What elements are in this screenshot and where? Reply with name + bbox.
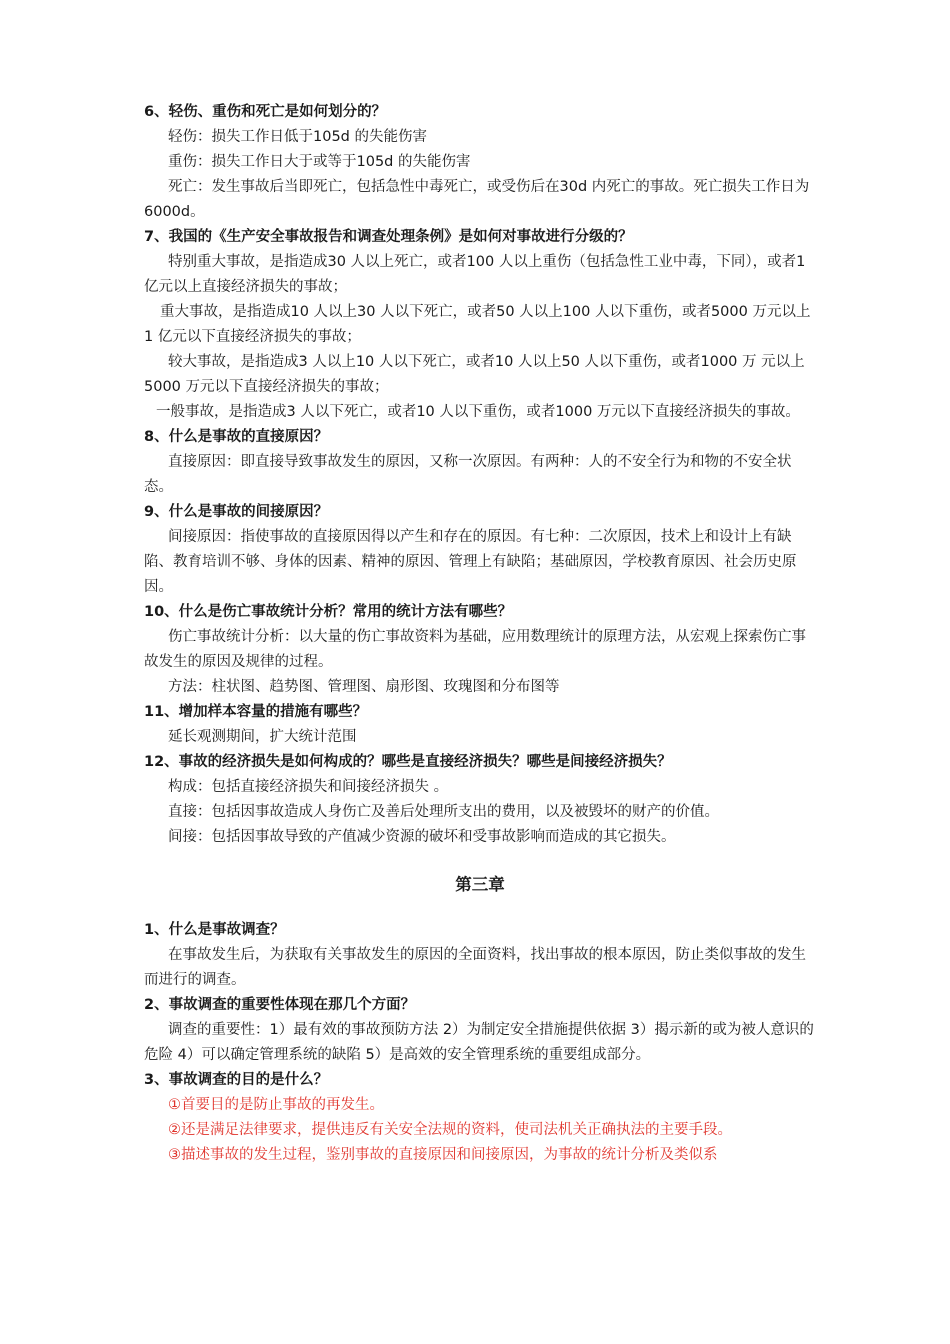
answer-6-serious-injury: 重伤：损失工作日大于或等于105d 的失能伤害 [168, 154, 471, 170]
answer-9: 间接原因：指使事故的直接原因得以产生和存在的原因。有七种：二次原因，技术上和设计上有缺陷、教育培训不够、身体的因素、精神的原因、管理上有缺陷；基础原因，学校教育原因、社会历史原因。 [144, 529, 797, 595]
question-7: 7、我国的《生产安全事故报告和调查处理条例》是如何对事故进行分级的？ [144, 229, 633, 245]
question-10: 10、什么是伤亡事故统计分析？常用的统计方法有哪些？ [144, 604, 513, 620]
question-9: 9、什么是事故的间接原因？ [144, 504, 329, 520]
chapter3-answer-2: 调查的重要性：1）最有效的事故预防方法 2）为制定安全措施提供依据 3）揭示新的或为被人意识的危险 4）可以确定管理系统的缺陷 5）是高效的安全管理系统的重要组成部分。 [144, 1022, 814, 1063]
answer-11: 延长观测期间，扩大统计范围 [168, 729, 357, 745]
question-8: 8、什么是事故的直接原因？ [144, 429, 329, 445]
answer-10-methods: 方法：柱状图、趋势图、管理图、扇形图、玫瑰图和分布图等 [168, 679, 560, 695]
answer-7-general: 一般事故，是指造成3 人以下死亡，或者10 人以下重伤，或者1000 万元以下直接经济损失的事故。 [156, 404, 800, 420]
chapter3-question-3: 3、事故调查的目的是什么？ [144, 1072, 329, 1088]
answer-7-especially-major: 特别重大事故，是指造成30 人以上死亡，或者100 人以上重伤（包括急性工业中毒，下同），或者1 亿元以上直接经济损失的事故； [144, 254, 806, 295]
answer-12-composition: 构成：包括直接经济损失和间接经济损失 。 [168, 779, 449, 795]
chapter3-answer-1: 在事故发生后，为获取有关事故发生的原因的全面资料，找出事故的根本原因，防止类似事故的发生而进行的调查。 [144, 947, 806, 988]
question-11: 11、增加样本容量的措施有哪些？ [144, 704, 368, 720]
chapter3-answer-3-item-2: ②还是满足法律要求，提供违反有关安全法规的资料，使司法机关正确执法的主要手段。 [168, 1122, 732, 1138]
answer-8: 直接原因：即直接导致事故发生的原因，又称一次原因。有两种：人的不安全行为和物的不安全状态。 [144, 454, 792, 495]
chapter3-answer-3-item-3: ③描述事故的发生过程，鉴别事故的直接原因和间接原因，为事故的统计分析及类似系 [168, 1147, 718, 1163]
answer-10-definition: 伤亡事故统计分析：以大量的伤亡事故资料为基础，应用数理统计的原理方法，从宏观上探索伤亡事故发生的原因及规律的过程。 [144, 629, 806, 670]
answer-6-death: 死亡：发生事故后当即死亡，包括急性中毒死亡，或受伤后在30d 内死亡的事故。死亡损失工作日为6000d。 [144, 179, 810, 220]
answer-7-larger: 较大事故，是指造成3 人以上10 人以下死亡，或者10 人以上50 人以下重伤，或者1000 万 元以上5000 万元以下直接经济损失的事故； [144, 354, 805, 395]
answer-12-indirect: 间接：包括因事故导致的产值减少资源的破坏和受事故影响而造成的其它损失。 [168, 829, 676, 845]
answer-12-direct: 直接：包括因事故造成人身伤亡及善后处理所支出的费用，以及被毁坏的财产的价值。 [168, 804, 719, 820]
question-12: 12、事故的经济损失是如何构成的？哪些是直接经济损失？哪些是间接经济损失？ [144, 754, 672, 770]
chapter3-question-1: 1、什么是事故调查？ [144, 922, 285, 938]
answer-7-major: 重大事故，是指造成10 人以上30 人以下死亡，或者50 人以上100 人以下重伤，或者5000 万元以上1 亿元以下直接经济损失的事故； [144, 304, 811, 345]
chapter-title: 第三章 [455, 875, 505, 894]
chapter3-question-2: 2、事故调查的重要性体现在那几个方面？ [144, 997, 416, 1013]
question-6: 6、轻伤、重伤和死亡是如何划分的？ [144, 104, 387, 120]
document-body [144, 100, 816, 1168]
chapter3-answer-3-item-1: ①首要目的是防止事故的再发生。 [168, 1097, 384, 1113]
answer-6-light-injury: 轻伤：损失工作日低于105d 的失能伤害 [168, 129, 427, 145]
